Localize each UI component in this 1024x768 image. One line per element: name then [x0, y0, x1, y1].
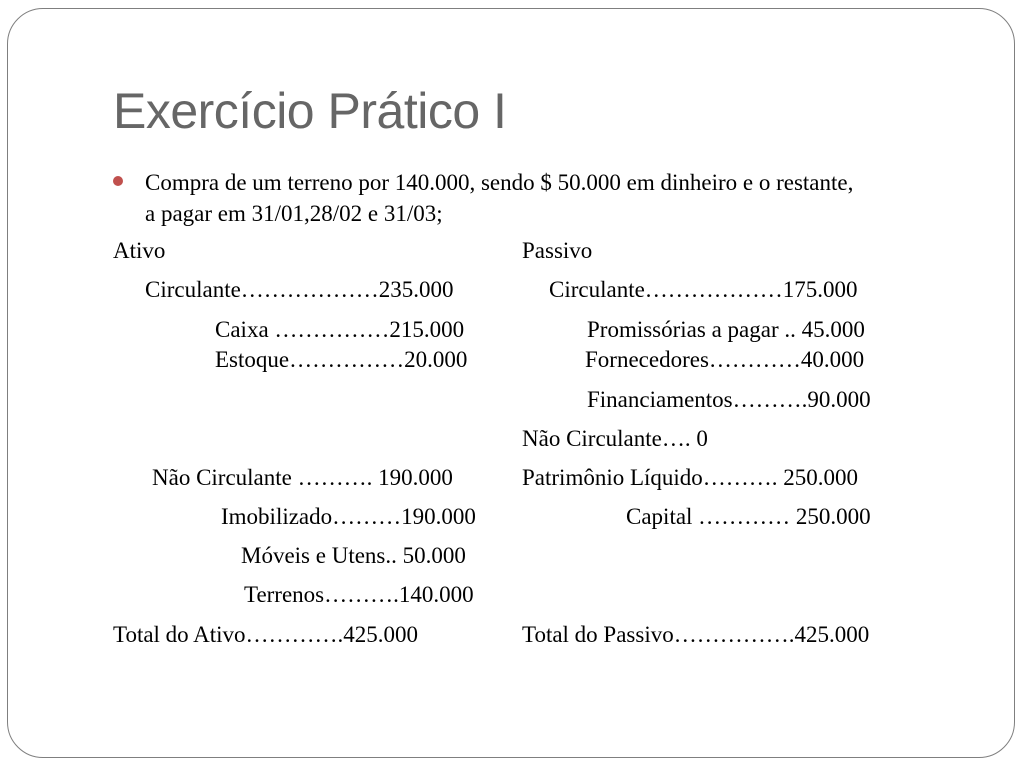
passivo-total: Total do Passivo…………….425.000 — [522, 622, 870, 647]
ativo-imobilizado: Imobilizado………190.000 — [221, 504, 476, 529]
slide-title: Exercício Prático I — [113, 83, 507, 139]
passivo-patrimonio-liquido: Patrimônio Líquido………. 250.000 — [522, 465, 859, 490]
bullet-dot-icon — [113, 176, 123, 186]
passivo-financiamentos: Financiamentos……….90.000 — [587, 387, 871, 412]
passivo-nao-circulante: Não Circulante…. 0 — [522, 426, 708, 451]
ativo-nao-circulante: Não Circulante ………. 190.000 — [152, 465, 453, 490]
ativo-estoque: Estoque……………20.000 — [215, 347, 468, 372]
ativo-circulante: Circulante………………235.000 — [145, 277, 454, 302]
bullet-line-1: Compra de um terreno por 140.000, sendo $ 50.000 em dinheiro e o restante, — [145, 170, 854, 195]
passivo-capital: Capital ………… 250.000 — [626, 504, 871, 529]
ativo-moveis: Móveis e Utens.. 50.000 — [241, 543, 466, 568]
ativo-terrenos: Terrenos……….140.000 — [244, 582, 474, 607]
passivo-promissorias: Promissórias a pagar .. 45.000 — [587, 317, 865, 342]
ativo-header: Ativo — [113, 238, 166, 263]
bullet-text — [145, 167, 975, 229]
passivo-header: Passivo — [522, 238, 593, 263]
passivo-circulante: Circulante………………175.000 — [549, 277, 858, 302]
ativo-total: Total do Ativo………….425.000 — [113, 622, 419, 647]
bullet-line-2: a pagar em 31/01,28/02 e 31/03; — [145, 201, 443, 226]
passivo-fornecedores: Fornecedores…………40.000 — [585, 347, 865, 372]
ativo-caixa: Caixa ……………215.000 — [215, 317, 465, 342]
